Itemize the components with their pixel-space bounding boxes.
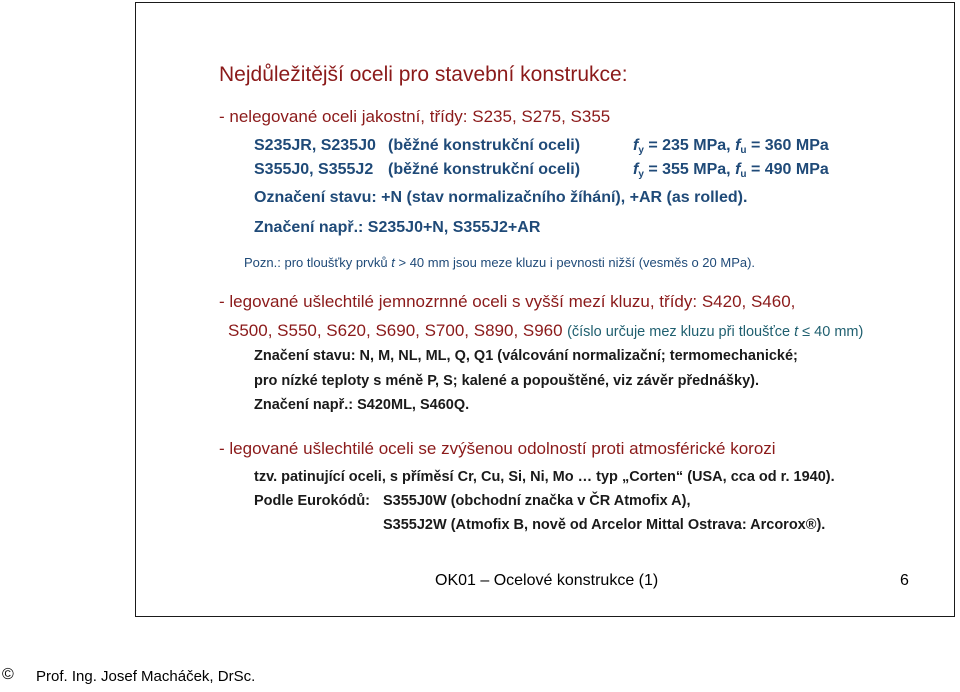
grades-note: (číslo určuje mez kluzu při tloušťce t ≤ 40 mm) (567, 324, 864, 340)
section1-heading: - nelegované oceli jakostní, třídy: S235, S275, S355 (219, 107, 611, 126)
copyright-icon: © (2, 666, 14, 683)
row2-grades: S355J0, S355J2 (254, 161, 374, 178)
copyright-author: Prof. Ing. Josef Macháček, DrSc. (36, 668, 256, 685)
marking-example: Značení např.: S235J0+N, S355J2+AR (254, 219, 541, 236)
row2-strength: $f_y = 355$ MPa, $f_u = 490$ MPa (633, 161, 829, 180)
section2-grades: S500, S550, S620, S690, S700, S890, S960 (228, 321, 563, 340)
section3-line1: tzv. patinující oceli, s příměsí Cr, Cu, Si, Ni, Mo … typ „Corten“ (USA, cca od r. 1940). (254, 469, 835, 485)
registered-mark: ® (805, 517, 817, 533)
thickness-note: Pozn.: pro tloušťky prvků t > 40 mm jsou meze kluzu i pevnosti nižší (vesměs o 20 MPa). (244, 255, 756, 270)
eurocode-s355j2w: S355J2W (Atmofix B, nově od Arcelor Mittal Ostrava: Arcorox®). (383, 517, 826, 533)
eurocode-label: Podle Eurokódů: (254, 493, 370, 509)
section2-example: Značení např.: S420ML, S460Q. (254, 397, 470, 413)
section3-heading: - legované ušlechtilé oceli se zvýšenou odolností proti atmosférické korozi (219, 439, 776, 458)
slide-title: Nejdůležitější oceli pro stavební konstrukce: (219, 63, 628, 86)
eurocode-s355j0w: S355J0W (obchodní značka v ČR Atmofix A), (383, 493, 691, 509)
footer-course: OK01 – Ocelové konstrukce (1) (435, 572, 659, 589)
state-marking: Označení stavu: +N (stav normalizačního žíhání), +AR (as rolled). (254, 189, 748, 206)
footer-page-number: 6 (900, 572, 909, 589)
row1-desc: (běžné konstrukční oceli) (388, 137, 581, 154)
section2-heading: - legované ušlechtilé jemnozrnné oceli s vyšší mezí kluzu, třídy: S420, S460, (219, 292, 796, 311)
section2-grades-line (228, 321, 863, 341)
row2-desc: (běžné konstrukční oceli) (388, 161, 581, 178)
section2-marking-1: Značení stavu: N, M, NL, ML, Q, Q1 (válcování normalizační; termomechanické; (254, 348, 798, 364)
section2-marking-2: pro nízké teploty s méně P, S; kalené a popouštěné, viz závěr přednášky). (254, 373, 759, 389)
slide (135, 2, 955, 617)
row1-strength: $f_y = 235$ MPa, $f_u = 360$ MPa (633, 137, 829, 156)
row1-grades: S235JR, S235J0 (254, 137, 376, 154)
